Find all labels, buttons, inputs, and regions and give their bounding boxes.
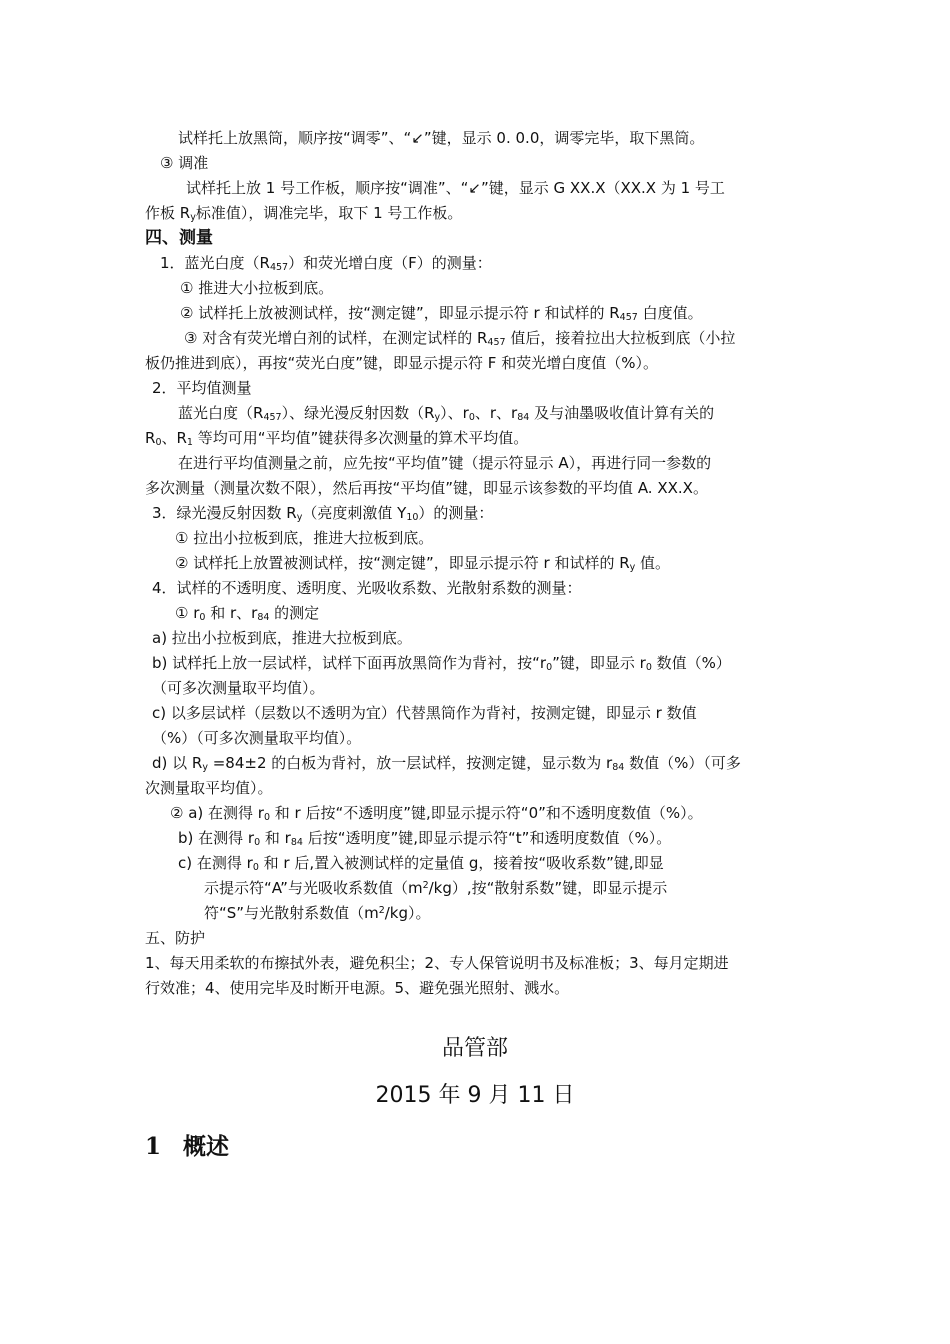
text-line: 在进行平均值测量之前，应先按“平均值”键（提示符显示 A），再进行同一参数的 xyxy=(178,454,712,472)
text-line: 1、每天用柔软的布擦拭外表，避免积尘；2、专人保管说明书及标准板；3、每月定期进 xyxy=(145,954,729,972)
text-line: ② 试样托上放置被测试样，按“测定键”，即显示提示符 r 和试样的 $R_y$ 值。 xyxy=(175,554,671,573)
text-line: d) 以 $R_y =84\pm 2$ 的白板为背衬，放一层试样，按测定键，显示数为 $r_{84}$ 数值（%）（可多 xyxy=(152,754,741,773)
subsection-heading: ③ 调准 xyxy=(160,154,209,172)
text-line: ① 推进大小拉板到底。 xyxy=(180,279,334,297)
document-date: 2015 年 9 月 11 日 xyxy=(375,1083,575,1108)
text-line: 试样托上放黑筒，顺序按“调零”、“↙”键，显示 0. 0.0，调零完毕，取下黑筒。 xyxy=(178,129,705,147)
text-line: 板仍推进到底），再按“荧光白度”键，即显示提示符 F 和荧光增白度值（%）。 xyxy=(145,354,658,372)
text-line: 符“S”与光散射系数值$(m^2/kg)$。 xyxy=(204,904,431,922)
text-line: $R_0$、$R_1$ 等均可用“平均值”键获得多次测量的算术平均值。 xyxy=(145,429,529,448)
text-line: （可多次测量取平均值）。 xyxy=(152,679,325,697)
text-line: （%）（可多次测量取平均值）。 xyxy=(152,729,362,747)
text-line: 行效准；4、使用完毕及时断开电源。5、避免强光照射、溅水。 xyxy=(145,979,570,997)
text-line: ① $r_0$ 和 r、$r_{84}$ 的测定 xyxy=(175,604,320,623)
text-line: b) 在测得 $r_0$ 和 $r_{84}$ 后按“透明度”键,即显示提示符“t”和透明度数值（%）。 xyxy=(178,829,672,848)
text-line: 示提示符“A”与光吸收系数值$(m^2/kg)$,按“散射系数”键，即显示提示 xyxy=(204,879,668,897)
text-line: 试样托上放 1 号工作板，顺序按“调准”、“↙”键，显示 G XX.X（XX.X 为 1 号工 xyxy=(186,179,725,197)
text-line: ③ 对含有荧光增白剂的试样，在测定试样的 $R_{457}$ 值后，接着拉出大拉板到底（小拉 xyxy=(184,329,736,348)
subsection-heading: 4．试样的不透明度、透明度、光吸收系数、光散射系数的测量： xyxy=(152,579,582,597)
subsection-heading: 1．蓝光白度$(R_{457})$和荧光增白度（F）的测量： xyxy=(160,254,492,273)
text-line: c) 在测得 $r_0$ 和 r 后,置入被测试样的定量值 g，接着按“吸收系数”键,即显 xyxy=(178,854,664,873)
text-line: a) 拉出小拉板到底，推进大拉板到底。 xyxy=(152,629,412,647)
text-line: 作板 $R_y$标准值），调准完毕，取下 1 号工作板。 xyxy=(145,204,463,223)
section-heading: 四、测量 xyxy=(145,228,213,248)
text-line: ① 拉出小拉板到底，推进大拉板到底。 xyxy=(175,529,434,547)
section-heading: 五、防护 xyxy=(145,929,206,947)
chapter-number: 1 xyxy=(145,1133,162,1160)
chapter-title: 概述 xyxy=(183,1134,230,1160)
text-line: ② 试样托上放被测试样，按“测定键”，即显示提示符 r 和试样的 $R_{457}$ 白度值。 xyxy=(180,304,703,323)
department-name: 品管部 xyxy=(441,1036,508,1061)
text-line: 次测量取平均值）。 xyxy=(145,779,273,797)
text-line: c) 以多层试样（层数以不透明为宜）代替黑筒作为背衬，按测定键，即显示 r 数值 xyxy=(152,704,697,722)
text-line: b) 试样托上放一层试样，试样下面再放黑筒作为背衬，按“$r_0$”键，即显示 $r_0$ 数值（%） xyxy=(152,654,731,673)
text-line: ② a) 在测得 $r_0$ 和 r 后按“不透明度”键,即显示提示符“0”和不透明度数值（%）。 xyxy=(170,804,703,823)
text-line: 蓝光白度$(R_{457})$、绿光漫反射因数$(R_y)$、$r_0$、r、$r_{84}$ 及与油墨吸收值计算有关的 xyxy=(178,404,715,423)
chapter-heading xyxy=(145,1132,805,1162)
subsection-heading: 2．平均值测量 xyxy=(152,379,252,397)
subsection-heading: 3．绿光漫反射因数 $R_y$（亮度刺激值 $Y_{10}$）的测量： xyxy=(152,504,494,523)
text-line: 多次测量（测量次数不限），然后再按“平均值”键，即显示该参数的平均值 A. XX.X。 xyxy=(145,479,708,497)
